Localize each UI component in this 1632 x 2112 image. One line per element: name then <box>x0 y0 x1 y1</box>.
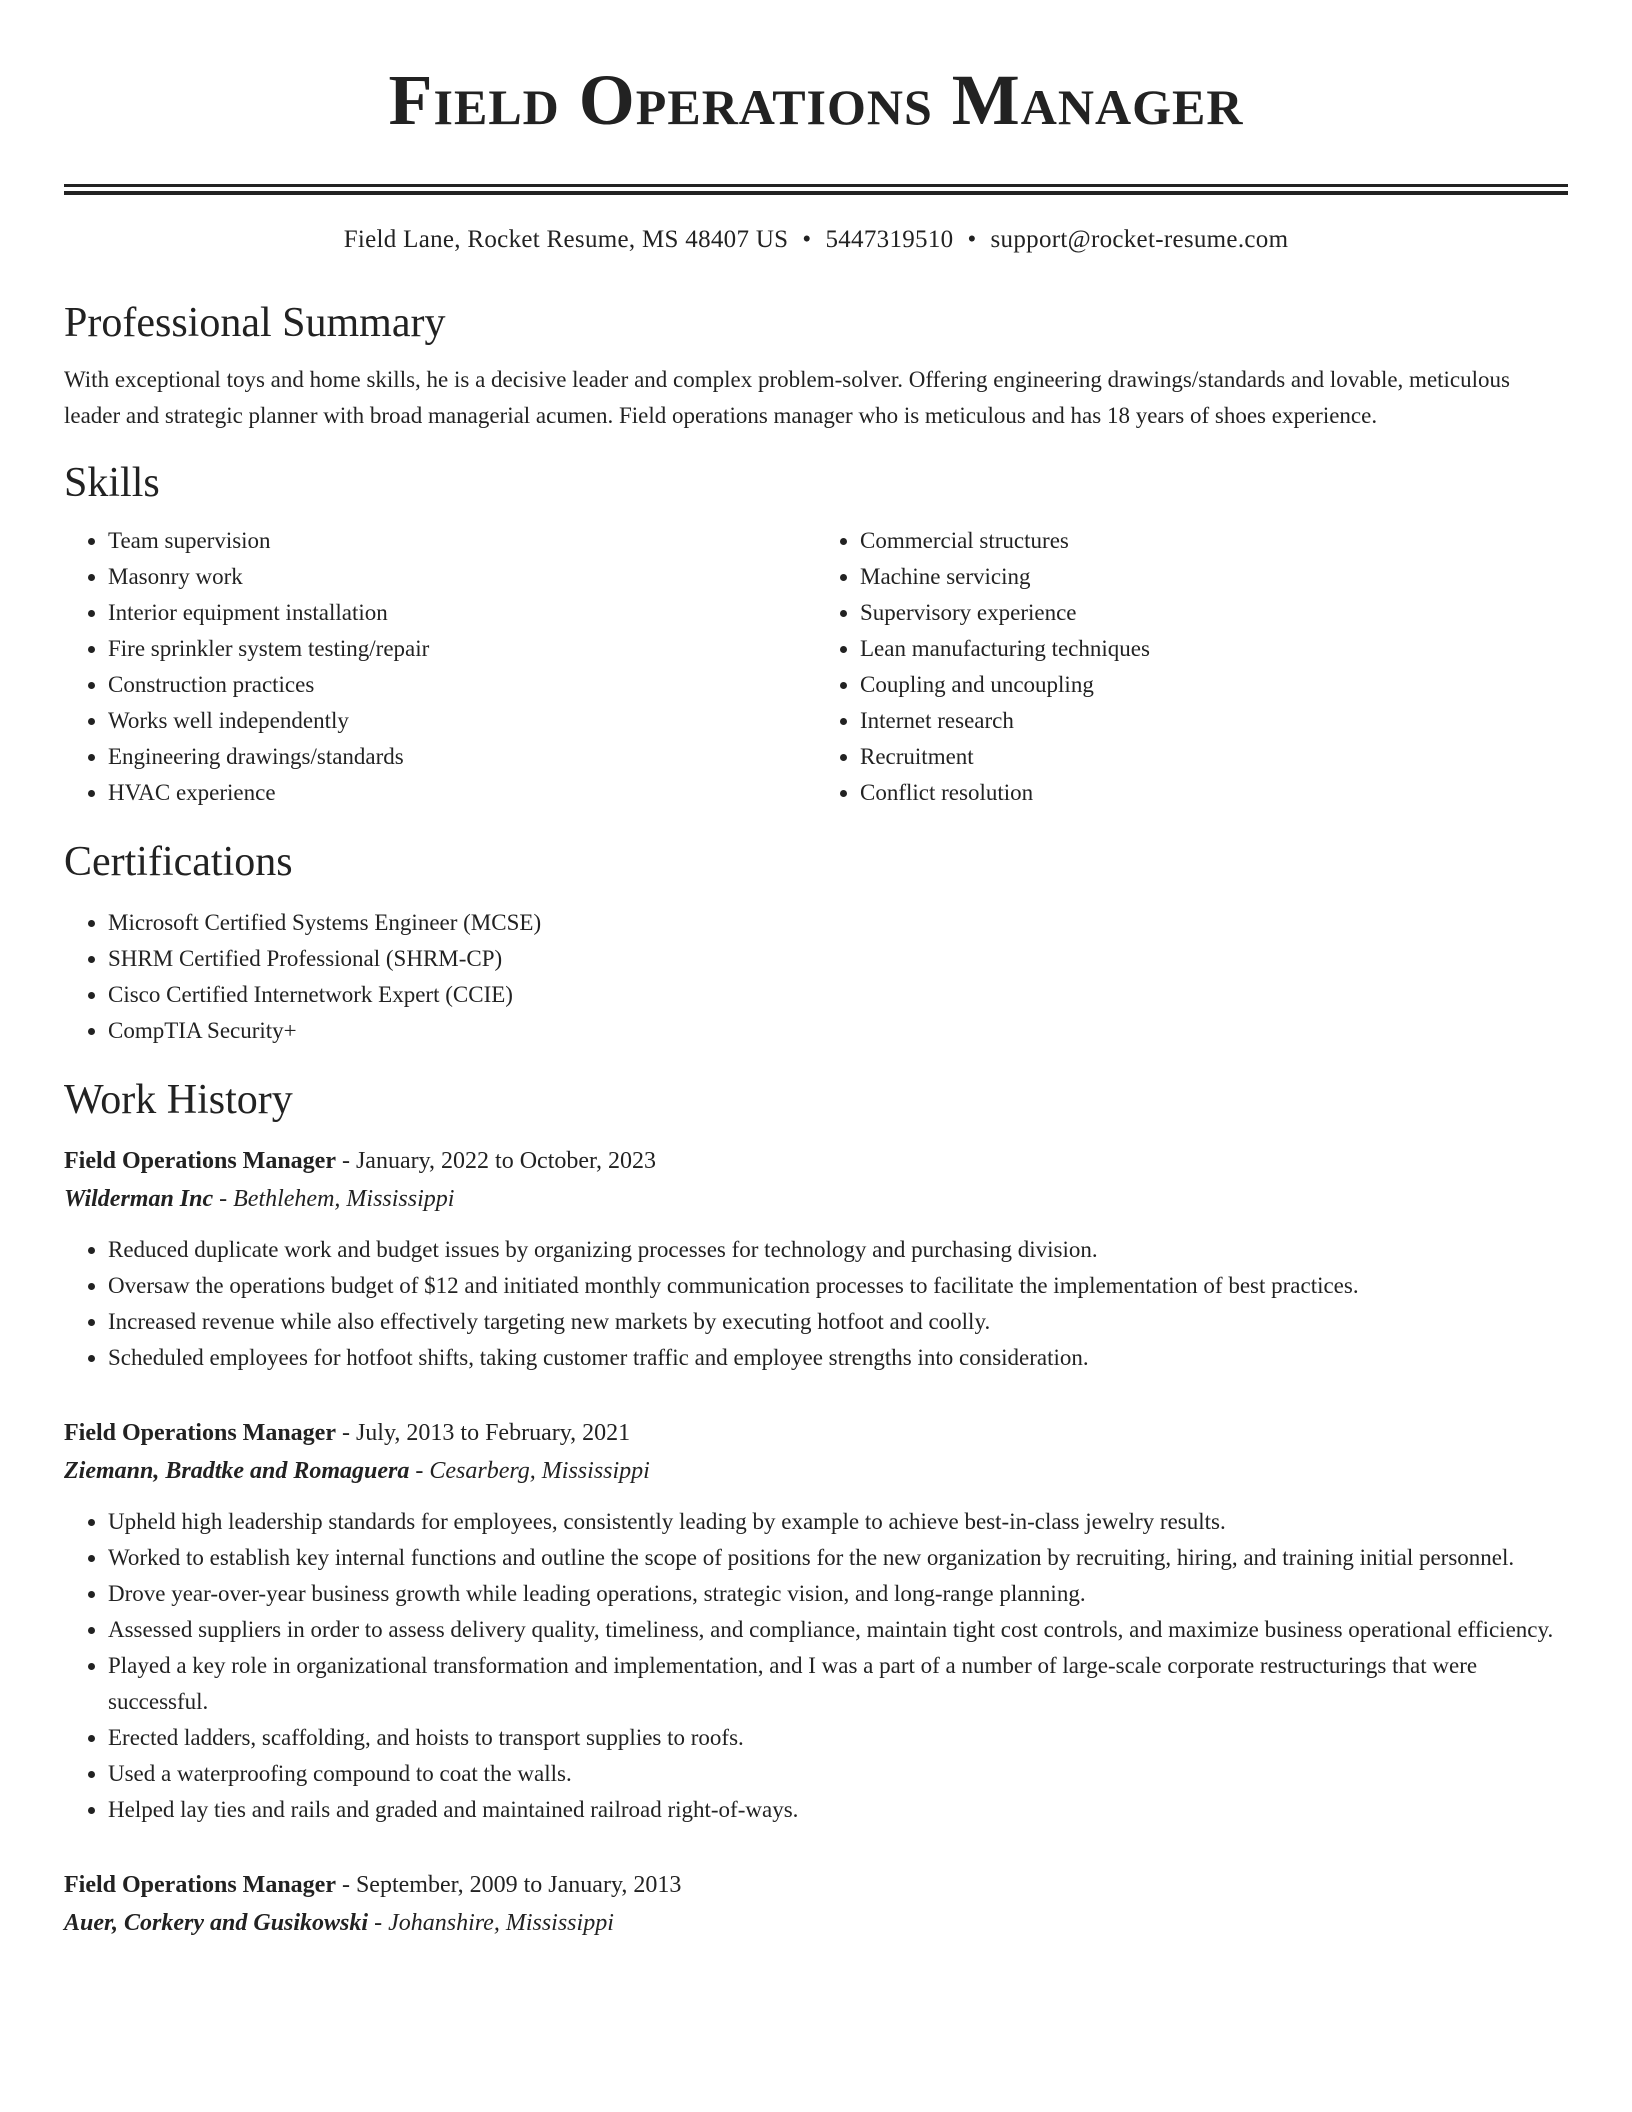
job-dates: - January, 2022 to October, 2023 <box>335 1148 657 1174</box>
job-dates: - September, 2009 to January, 2013 <box>335 1872 682 1898</box>
skill-item: • HVAC experience <box>108 775 816 811</box>
job-location: - Cesarberg, Mississippi <box>409 1458 650 1484</box>
duty-item: • Erected ladders, scaffolding, and hoists to transport supplies to roofs. <box>108 1720 1568 1756</box>
skill-item: • Fire sprinkler system testing/repair <box>108 631 816 667</box>
skill-item: • Supervisory experience <box>860 595 1568 631</box>
skill-item: • Team supervision <box>108 523 816 559</box>
certification-item: • CompTIA Security+ <box>108 1013 1568 1049</box>
duty-item: • Helped lay ties and rails and graded and maintained railroad right-of-ways. <box>108 1792 1568 1828</box>
summary-text: With exceptional toys and home skills, he is a decisive leader and complex problem-solver. Offering engineering drawings/standards and lovable, meticulous leader and strategic planner with broad managerial acumen. Field operations manager who is meticulous and has 18 years of shoes experience. <box>64 367 1510 428</box>
header-double-rule <box>64 184 1568 195</box>
certifications-heading: Certifications <box>64 839 293 885</box>
contact-separator: • <box>967 226 977 253</box>
certifications-list <box>64 905 1568 1049</box>
job-title: Field Operations Manager <box>64 1148 336 1174</box>
skills-columns <box>64 523 1568 811</box>
skill-item: • Commercial structures <box>860 523 1568 559</box>
job-title-line <box>64 1866 1568 1904</box>
job-title: Field Operations Manager <box>64 1872 336 1898</box>
job-dates: - July, 2013 to February, 2021 <box>335 1420 631 1446</box>
job-company-line <box>64 1904 1568 1942</box>
skill-item: • Conflict resolution <box>860 775 1568 811</box>
duty-item: • Reduced duplicate work and budget issues by organizing processes for technology and purchasing division. <box>108 1232 1568 1268</box>
skill-item: • Machine servicing <box>860 559 1568 595</box>
duty-item: • Played a key role in organizational transformation and implementation, and I was a part of a number of large-scale corporate restructurings that were successful. <box>108 1648 1568 1720</box>
duty-item: • Upheld high leadership standards for employees, consistently leading by example to achieve best-in-class jewelry results. <box>108 1504 1568 1540</box>
duty-item: • Worked to establish key internal functions and outline the scope of positions for the new organization by recruiting, hiring, and training initial personnel. <box>108 1540 1568 1576</box>
duty-item: • Assessed suppliers in order to assess delivery quality, timeliness, and compliance, maintain tight cost controls, and maximize business operational efficiency. <box>108 1612 1568 1648</box>
job-company: Wilderman Inc <box>64 1186 214 1212</box>
contact-email[interactable]: support@rocket-resume.com <box>990 226 1289 253</box>
job-entry <box>64 1866 1568 1942</box>
summary-heading: Professional Summary <box>64 300 446 346</box>
skill-item: • Engineering drawings/standards <box>108 739 816 775</box>
contact-separator: • <box>802 226 812 253</box>
job-location: - Johanshire, Mississippi <box>368 1910 614 1936</box>
job-location: - Bethlehem, Mississippi <box>213 1186 455 1212</box>
skill-item: • Recruitment <box>860 739 1568 775</box>
job-company: Ziemann, Bradtke and Romaguera <box>64 1458 410 1484</box>
skill-item: • Lean manufacturing techniques <box>860 631 1568 667</box>
job-duties-list <box>64 1232 1568 1376</box>
skills-heading: Skills <box>64 460 160 506</box>
contact-address: Field Lane, Rocket Resume, MS 48407 US <box>343 226 789 253</box>
resume-name: Field Operations Manager <box>388 60 1244 140</box>
skills-list-right <box>816 523 1568 811</box>
certification-item: • Cisco Certified Internetwork Expert (CCIE) <box>108 977 1568 1013</box>
skill-item: • Coupling and uncoupling <box>860 667 1568 703</box>
skill-item: • Construction practices <box>108 667 816 703</box>
job-company: Auer, Corkery and Gusikowski <box>64 1910 369 1936</box>
certification-item: • Microsoft Certified Systems Engineer (MCSE) <box>108 905 1568 941</box>
work-history-heading: Work History <box>64 1077 293 1123</box>
job-title-line <box>64 1142 1568 1180</box>
job-title-line <box>64 1414 1568 1452</box>
duty-item: • Oversaw the operations budget of $12 and initiated monthly communication processes to facilitate the implementation of best practices. <box>108 1268 1568 1304</box>
job-title: Field Operations Manager <box>64 1420 336 1446</box>
job-entry <box>64 1142 1568 1376</box>
certification-item: • SHRM Certified Professional (SHRM-CP) <box>108 941 1568 977</box>
contact-line <box>64 223 1568 257</box>
duty-item: • Drove year-over-year business growth while leading operations, strategic vision, and long-range planning. <box>108 1576 1568 1612</box>
job-duties-list <box>64 1504 1568 1828</box>
skill-item: • Interior equipment installation <box>108 595 816 631</box>
resume-page <box>64 0 1568 1942</box>
duty-item: • Scheduled employees for hotfoot shifts, taking customer traffic and employee strengths into consideration. <box>108 1340 1568 1376</box>
contact-phone: 5447319510 <box>825 226 954 253</box>
duty-item: • Used a waterproofing compound to coat the walls. <box>108 1756 1568 1792</box>
skill-item: • Masonry work <box>108 559 816 595</box>
job-company-line <box>64 1180 1568 1218</box>
duty-item: • Increased revenue while also effectively targeting new markets by executing hotfoot and coolly. <box>108 1304 1568 1340</box>
skills-list-left <box>64 523 816 811</box>
job-company-line <box>64 1452 1568 1490</box>
skill-item: • Internet research <box>860 703 1568 739</box>
skill-item: • Works well independently <box>108 703 816 739</box>
job-entry <box>64 1414 1568 1828</box>
